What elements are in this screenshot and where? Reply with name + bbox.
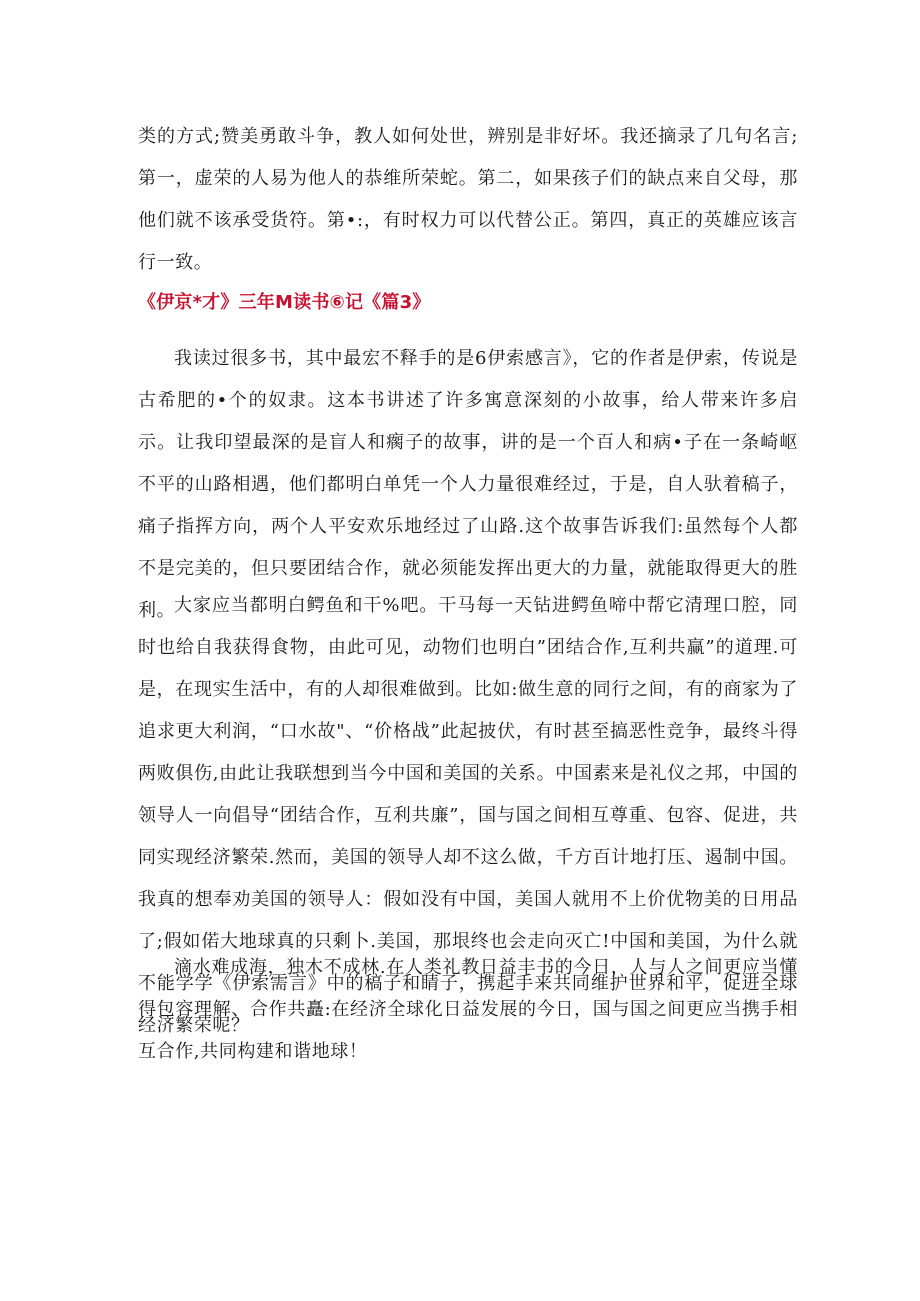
body-paragraph-1: 我读过很多书，其中最宏不释手的是6伊索感言》，它的作者是伊索，传说是古希肥的•个的奴隶。这本书讲述了许多寓意深刻的小故事，给人带来许多启示。让我印望最深的是盲人和瘸子的故事，讲的是一个百人和病•子在一条崎岖不平的山路相遇，他们都明白单凭一个人力量很难经过，于是，自人驮着稿子，痛子指挥方向，两个人平安欢乐地经过了山路.这个故事告诉我们:虽然每个人都不是完美的，但只要团结合作，就必须能发挥出更大的力量，就能取得更大的胜利。: [138, 348, 798, 621]
continuation-paragraph: 类的方式;赞美勇敢斗争，教人如何处世，辨别是非好坏。我还摘录了几句名言;第一，虚荣的人易为他人的恭维所荣蛇。第二，如果孩子们的缺点来自父母，那他们就不该承受货符。第•:，有时权力可以代替公正。第四，真正的英雄应该言行一致。: [138, 126, 798, 273]
body-paragraph-3: 滴水难成海，独木不成林.在人类礼教日益丰书的今日，人与人之间更应当懂得包容理解、合作共矗:在经济全球化日益发展的今日，国与国之间更应当携手相互合作,共同构建和谐地球！: [138, 957, 798, 1062]
body-paragraph-2: 大家应当都明白鳄鱼和干%吧。干马每一天钻进鳄鱼啼中帮它清理口腔，同时也给自我获得食物，由此可见，动物们也明白”团结合作,互利共赢”的道理.可是，在现实生活中，有的人却很难做到。比如:做生意的同行之间，有的商家为了追求更大利润，“口水故"、“价格战”此起披伏，有时甚至搞恶性竞争，最终斗得两败俱伤,由此让我联想到当今中国和美国的关系。中国素来是礼仪之邦，中国的领导人一向倡导“团结合作，互利共廉”，国与国之间相互尊重、包容、促进，共同实现经济繁荣.然而，美国的领导人却不这么做，千方百计地打压、遏制中国。我真的想奉劝美国的领导人：假如没有中国，美国人就用不上价优物美的日用品了;假如偌大地球真的只剩卜.美国，那垠终也会走向灭亡!中国和美国，为什么就不能学学《伊索需言》中的稿子和睛子，携起手来共同维护世界和平，促进全球经济繁荣呢？: [138, 595, 798, 1036]
section-heading: 《伊京*才》三年M读书⑥记《篇3》: [138, 292, 431, 313]
